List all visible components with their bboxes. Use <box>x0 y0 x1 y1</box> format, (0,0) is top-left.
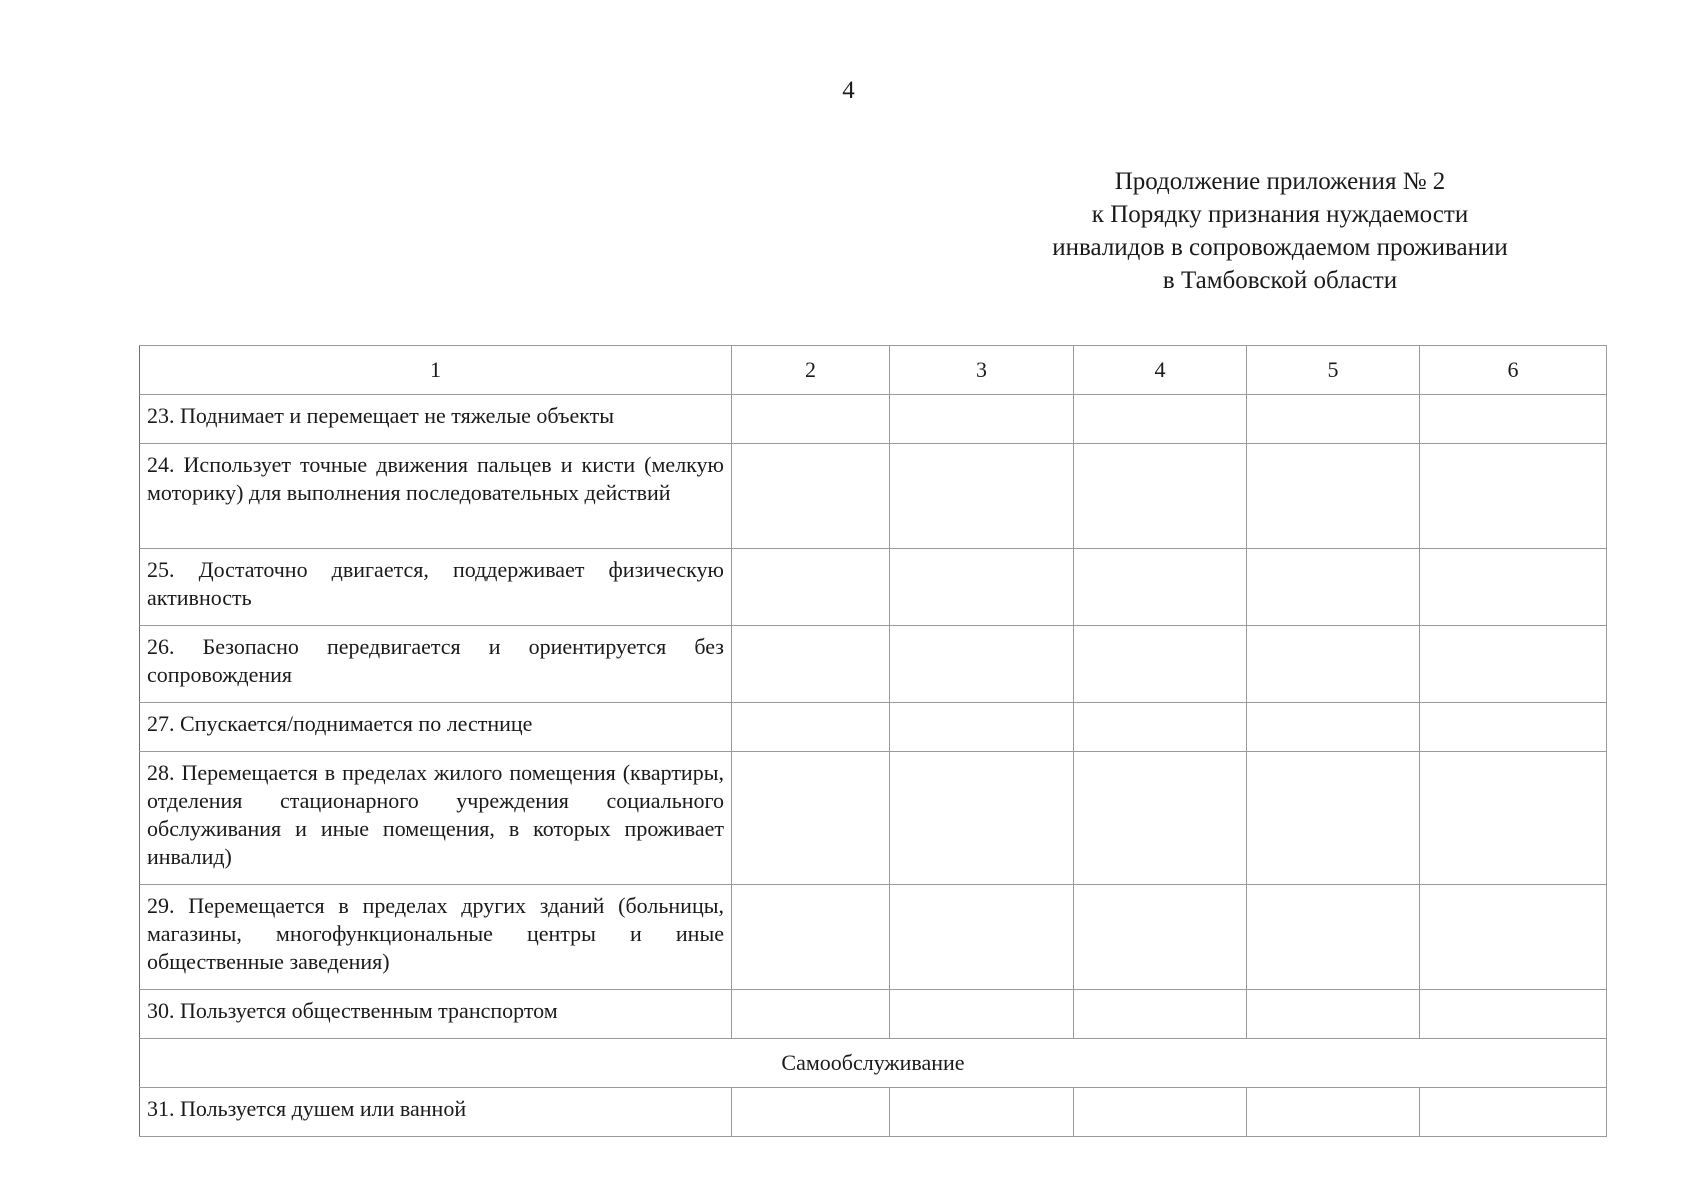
table-cell[interactable] <box>1247 626 1420 703</box>
table-cell[interactable] <box>1420 549 1607 626</box>
table-row <box>140 626 1607 703</box>
table-row <box>140 990 1607 1039</box>
table-cell[interactable] <box>732 549 890 626</box>
row-label: 27. Спускается/поднимается по лестнице <box>140 703 732 752</box>
table-cell[interactable] <box>1074 990 1247 1039</box>
table-cell[interactable] <box>1074 752 1247 885</box>
page-number: 4 <box>842 77 855 104</box>
table-cell[interactable] <box>1420 885 1607 990</box>
appendix-header-line: в Тамбовской области <box>1162 267 1398 294</box>
table-cell[interactable] <box>890 549 1074 626</box>
table-cell[interactable] <box>732 395 890 444</box>
column-number: 6 <box>1420 346 1607 395</box>
row-label: 23. Поднимает и перемещает не тяжелые объекты <box>140 395 732 444</box>
table-cell[interactable] <box>1074 549 1247 626</box>
table-cell[interactable] <box>1247 549 1420 626</box>
row-label: 29. Перемещается в пределах других зданий (больницы, магазины, многофункциональные центры и иные общественные заведения) <box>140 885 732 990</box>
appendix-header-line: инвалидов в сопровождаемом проживании <box>1052 234 1508 261</box>
assessment-table <box>139 345 1607 1137</box>
table-cell[interactable] <box>1247 990 1420 1039</box>
table-cell[interactable] <box>890 395 1074 444</box>
table-cell[interactable] <box>890 1088 1074 1137</box>
table-row <box>140 752 1607 885</box>
table-cell[interactable] <box>1247 395 1420 444</box>
row-label: 28. Перемещается в пределах жилого помещения (квартиры, отделения стационарного учреждения социального обслуживания и иные помещения, в которых проживает инвалид) <box>140 752 732 885</box>
table-cell[interactable] <box>732 703 890 752</box>
table-row <box>140 703 1607 752</box>
appendix-header-line: Продолжение приложения № 2 <box>1114 168 1446 195</box>
table-header-row <box>140 346 1607 395</box>
table-cell[interactable] <box>1247 703 1420 752</box>
table-cell[interactable] <box>1074 1088 1247 1137</box>
table-cell[interactable] <box>1074 703 1247 752</box>
row-label: 25. Достаточно двигается, поддерживает физическую активность <box>140 549 732 626</box>
table-cell[interactable] <box>1420 626 1607 703</box>
table-cell[interactable] <box>1074 626 1247 703</box>
column-number: 5 <box>1247 346 1420 395</box>
table-row <box>140 444 1607 549</box>
column-number: 1 <box>140 346 732 395</box>
row-label: 24. Использует точные движения пальцев и кисти (мелкую моторику) для выполнения последовательных действий <box>140 444 732 549</box>
table-cell[interactable] <box>1074 444 1247 549</box>
table-cell[interactable] <box>732 626 890 703</box>
table-cell[interactable] <box>1420 395 1607 444</box>
table-section-row <box>140 1039 1607 1088</box>
table-cell[interactable] <box>1420 1088 1607 1137</box>
table-cell[interactable] <box>1420 752 1607 885</box>
row-label: 30. Пользуется общественным транспортом <box>140 990 732 1039</box>
table-cell[interactable] <box>1247 1088 1420 1137</box>
table-cell[interactable] <box>1247 752 1420 885</box>
table-cell[interactable] <box>732 885 890 990</box>
column-number: 3 <box>890 346 1074 395</box>
table-cell[interactable] <box>890 626 1074 703</box>
table-cell[interactable] <box>1074 885 1247 990</box>
table-cell[interactable] <box>890 990 1074 1039</box>
table-cell[interactable] <box>1074 395 1247 444</box>
table-row <box>140 395 1607 444</box>
table-cell[interactable] <box>732 444 890 549</box>
row-label: 31. Пользуется душем или ванной <box>140 1088 732 1137</box>
table-row <box>140 1088 1607 1137</box>
column-number: 4 <box>1074 346 1247 395</box>
appendix-header-line: к Порядку признания нуждаемости <box>1091 201 1469 228</box>
table-cell[interactable] <box>732 752 890 885</box>
table-cell[interactable] <box>1420 703 1607 752</box>
table-row <box>140 549 1607 626</box>
table-cell[interactable] <box>890 703 1074 752</box>
table-cell[interactable] <box>1420 990 1607 1039</box>
table-cell[interactable] <box>732 1088 890 1137</box>
table-row <box>140 885 1607 990</box>
column-number: 2 <box>732 346 890 395</box>
row-label: 26. Безопасно передвигается и ориентируется без сопровождения <box>140 626 732 703</box>
table-cell[interactable] <box>732 990 890 1039</box>
table-cell[interactable] <box>1420 444 1607 549</box>
table-cell[interactable] <box>1247 444 1420 549</box>
table-cell[interactable] <box>1247 885 1420 990</box>
table-cell[interactable] <box>890 752 1074 885</box>
section-title: Самообслуживание <box>140 1039 1607 1088</box>
table-cell[interactable] <box>890 444 1074 549</box>
table-cell[interactable] <box>890 885 1074 990</box>
appendix-header <box>960 165 1600 297</box>
